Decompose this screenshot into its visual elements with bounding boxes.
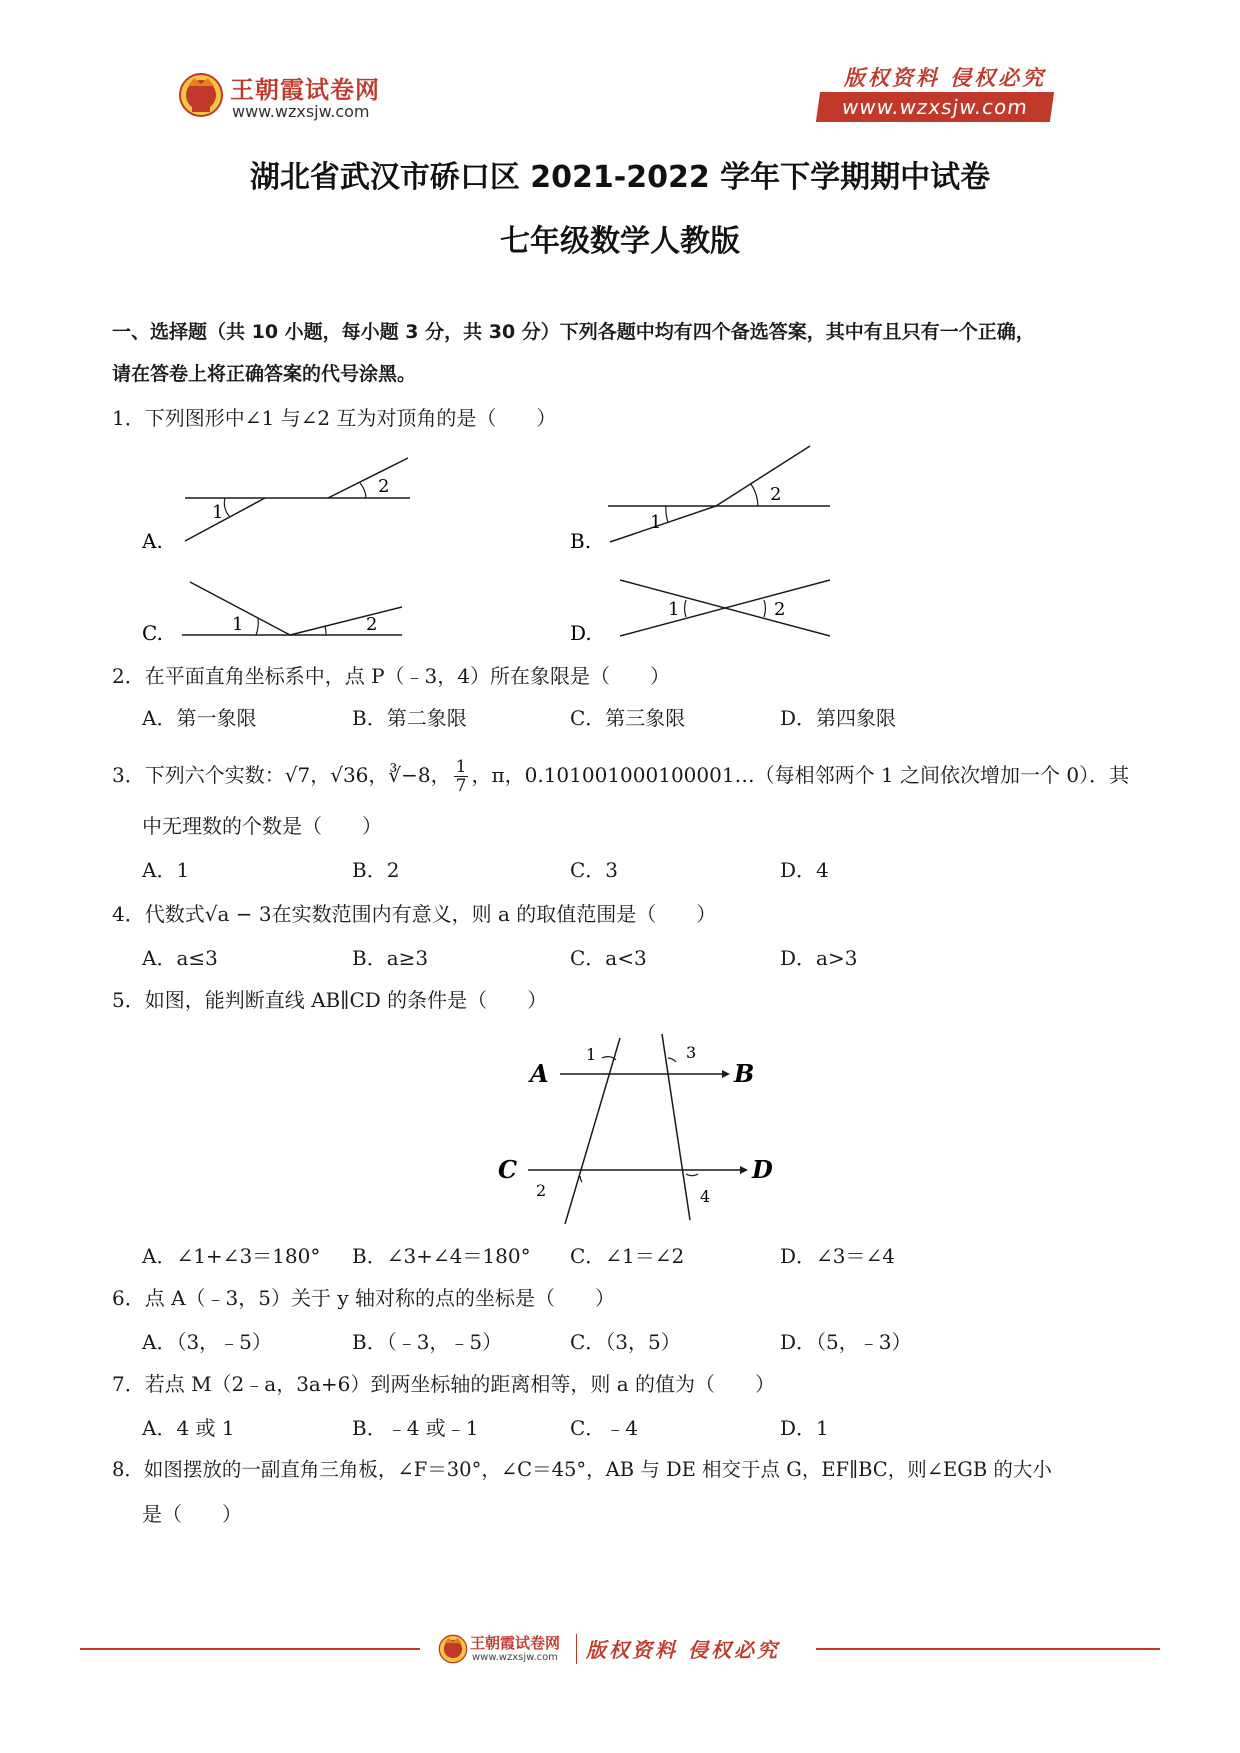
question-3-option-c[interactable]: C．3	[570, 858, 619, 882]
figure-a-label: A.	[142, 529, 163, 553]
question-3-prefix: 3．下列六个实数：	[112, 763, 285, 787]
figure-d-label: D.	[570, 621, 592, 645]
question-5-option-d[interactable]: D．∠3＝∠4	[780, 1244, 895, 1268]
figure-d	[570, 580, 830, 645]
question-4-option-a[interactable]: A．a≤3	[142, 946, 218, 970]
figure-b-angle-2: 2	[770, 484, 782, 505]
question-7-stem: 7．若点 M（2﹣a，3a+6）到两坐标轴的距离相等，则 a 的值为（ ）	[112, 1372, 775, 1396]
question-4-option-d[interactable]: D．a>3	[780, 946, 858, 970]
question-6-stem: 6．点 A（﹣3，5）关于 y 轴对称的点的坐标是（ ）	[112, 1286, 615, 1310]
angle-1: 1	[586, 1045, 597, 1064]
question-8-stem: 8．如图摆放的一副直角三角板，∠F＝30°，∠C＝45°，AB 与 DE 相交于点 G，EF∥BC，则∠EGB 的大小	[112, 1458, 1052, 1481]
question-1-figures	[130, 440, 1090, 650]
question-3-suffix: ，π，0.101001000100001…（每相邻两个 1 之间依次增加一个 0）．其	[471, 763, 1130, 787]
question-2-option-a[interactable]: A．第一象限	[142, 706, 257, 730]
question-6-option-a[interactable]: A．（3，﹣5）	[142, 1330, 272, 1354]
sqrt36: √36	[330, 763, 369, 787]
question-7-option-d[interactable]: D．1	[780, 1416, 829, 1440]
angle-3: 3	[686, 1043, 697, 1062]
question-5-option-a[interactable]: A．∠1+∠3＝180°	[142, 1244, 321, 1268]
figure-b-label: B.	[570, 529, 592, 553]
question-8-stem-cont: 是（ ）	[142, 1502, 242, 1526]
header-url-banner: www.wzxsjw.com	[816, 92, 1054, 122]
angle-2: 2	[536, 1181, 547, 1200]
brand-logo	[178, 68, 398, 126]
question-3-option-b[interactable]: B．2	[352, 858, 400, 882]
question-4-option-b[interactable]: B．a≥3	[352, 946, 429, 970]
question-5-figure	[490, 1024, 790, 1224]
logo-emblem-icon	[178, 72, 224, 118]
question-6-option-c[interactable]: C．（3，5）	[570, 1330, 681, 1354]
question-2-option-b[interactable]: B．第二象限	[352, 706, 467, 730]
question-3-option-d[interactable]: D．4	[780, 858, 829, 882]
section-heading-cont: 请在答卷上将正确答案的代号涂黑。	[112, 363, 417, 385]
question-2-option-c[interactable]: C．第三象限	[570, 706, 686, 730]
figure-a-angle-2: 2	[378, 476, 390, 497]
copyright-slogan: 版权资料 侵权必究	[843, 65, 1047, 90]
figure-c-angle-1: 1	[232, 614, 244, 635]
point-d: D	[752, 1155, 773, 1184]
cbrt-neg8: ∛−8	[388, 763, 431, 787]
question-5-stem: 5．如图，能判断直线 AB∥CD 的条件是（ ）	[112, 988, 548, 1012]
radical-a-minus-3: √a − 3	[204, 902, 272, 926]
question-2-option-d[interactable]: D．第四象限	[780, 706, 897, 730]
question-6-option-d[interactable]: D．（5，﹣3）	[780, 1330, 912, 1354]
question-1-stem: 1．下列图形中∠1 与∠2 互为对顶角的是（ ）	[112, 406, 557, 430]
question-3-option-a[interactable]: A．1	[142, 858, 190, 882]
figure-d-angle-2: 2	[774, 599, 786, 620]
logo-name: 王朝霞试卷网	[230, 76, 380, 104]
figure-a-angle-1: 1	[212, 502, 224, 523]
section-heading: 一、选择题（共 10 小题，每小题 3 分，共 30 分）下列各题中均有四个备选答案，其中有且只有一个正确，	[112, 321, 1035, 343]
question-6-option-b[interactable]: B．（﹣3，﹣5）	[352, 1330, 503, 1354]
angle-4: 4	[700, 1187, 711, 1206]
figure-b	[570, 446, 830, 553]
question-3-stem: 3．下列六个实数：√7，√36，∛−8， $\frac{1}{7}$ ，π，0.101001000100001…（每相邻两个 1 之间依次增加一个 0）．其	[112, 757, 1130, 796]
point-a: A	[530, 1059, 549, 1088]
page-title: 湖北省武汉市硚口区 2021-2022 学年下学期期中试卷	[249, 160, 991, 195]
figure-c-angle-2: 2	[366, 614, 378, 635]
fraction-one-seventh: $\frac{1}{7}$	[455, 757, 467, 796]
question-7-option-b[interactable]: B．﹣4 或﹣1	[352, 1416, 479, 1440]
footer-logo-icon	[438, 1634, 468, 1664]
footer-separator	[576, 1634, 577, 1664]
figure-c	[142, 582, 402, 645]
figure-a	[141, 458, 410, 553]
figure-c-label: C.	[142, 621, 163, 645]
sqrt7: √7	[284, 763, 311, 787]
question-4-stem: 4．代数式√a − 3在实数范围内有意义，则 a 的取值范围是（ ）	[112, 902, 717, 926]
point-c: C	[498, 1155, 518, 1184]
question-7-option-c[interactable]: C．﹣4	[570, 1416, 639, 1440]
footer-slogan: 版权资料 侵权必究	[586, 1638, 780, 1662]
question-7-option-a[interactable]: A．4 或 1	[142, 1416, 235, 1440]
question-4-option-c[interactable]: C．a<3	[570, 946, 647, 970]
figure-b-angle-1: 1	[650, 512, 662, 533]
question-5-option-b[interactable]: B．∠3+∠4＝180°	[352, 1244, 531, 1268]
footer-logo-name: 王朝霞试卷网	[470, 1634, 561, 1652]
question-5-option-c[interactable]: C．∠1＝∠2	[570, 1244, 685, 1268]
question-2-stem: 2．在平面直角坐标系中，点 P（﹣3，4）所在象限是（ ）	[112, 664, 670, 688]
footer-logo-url: www.wzxsjw.com	[472, 1652, 558, 1663]
footer-divider-left	[80, 1648, 420, 1650]
question-3-stem-cont: 中无理数的个数是（ ）	[142, 814, 382, 838]
point-b: B	[734, 1059, 755, 1088]
figure-d-angle-1: 1	[668, 599, 680, 620]
logo-url: www.wzxsjw.com	[232, 102, 370, 121]
footer-divider-right	[816, 1648, 1160, 1650]
page-subtitle: 七年级数学人教版	[500, 224, 740, 259]
